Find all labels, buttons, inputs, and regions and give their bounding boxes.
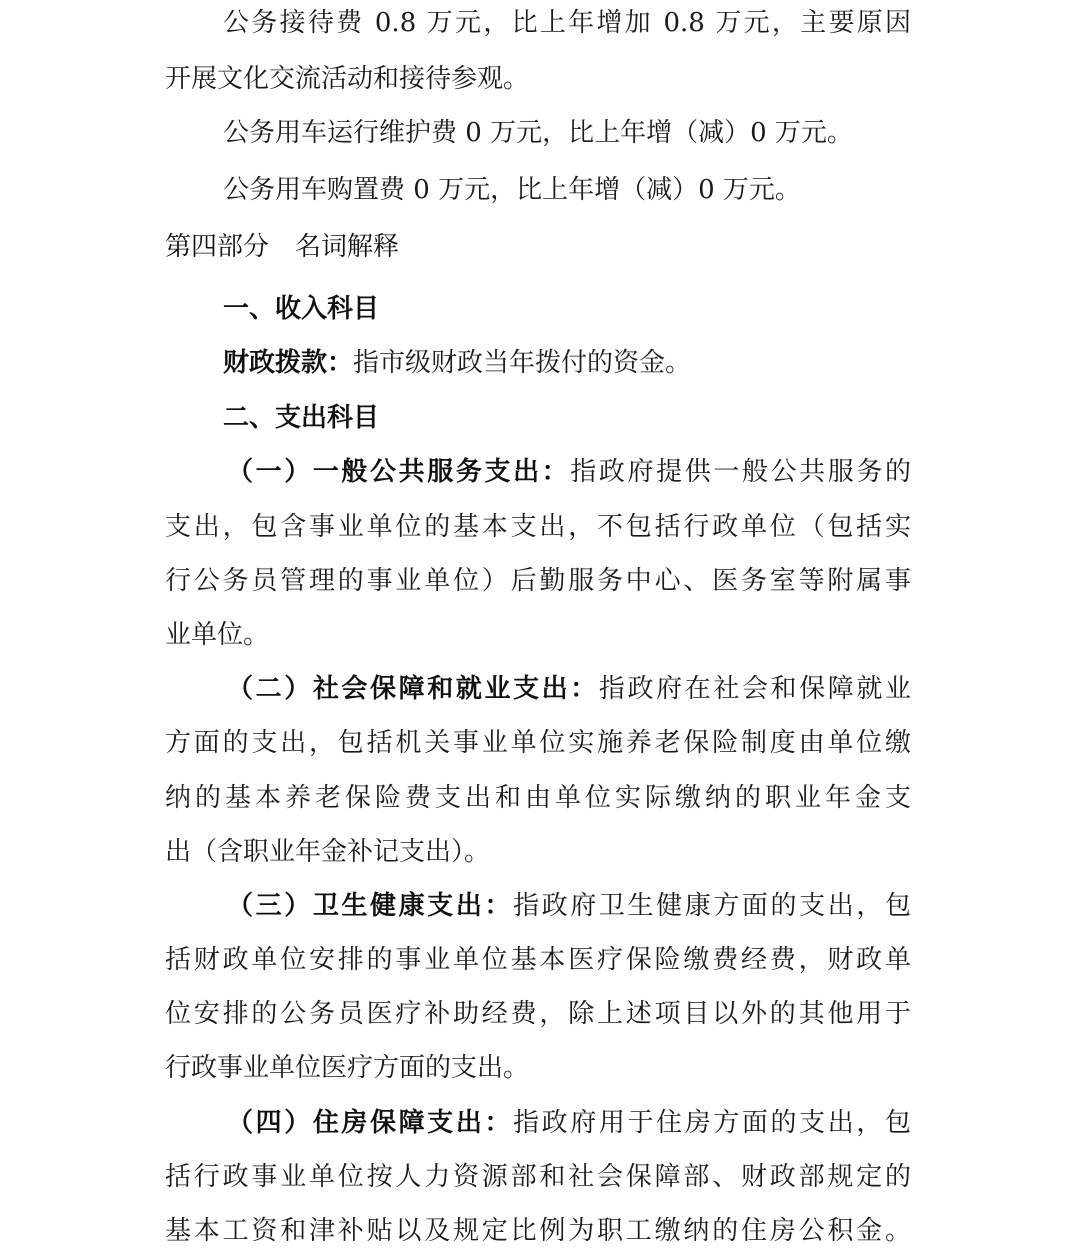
housing-text: 指政府用于住房方面的支出，包 — [513, 1108, 911, 1138]
general-public-service-line-2: 支出，包含事业单位的基本支出，不包括行政单位（包括实 — [165, 512, 911, 542]
vehicle-purchase-line: 公务用车购置费 0 万元，比上年增（减）0 万元。 — [223, 175, 801, 205]
social-security-line-3: 纳的基本养老保险费支出和由单位实际缴纳的职业年金支 — [165, 783, 911, 813]
housing-line-1 — [227, 1103, 911, 1143]
health-line-1 — [227, 886, 911, 926]
social-security-text: 指政府在社会和保障就业 — [598, 674, 911, 704]
housing-line-3: 基本工资和津补贴以及规定比例为职工缴纳的住房公积金。 — [165, 1216, 911, 1246]
fiscal-allocation-definition — [223, 343, 911, 383]
reception-expense-line-2: 开展文化交流活动和接待参观。 — [165, 64, 530, 94]
health-text: 指政府卫生健康方面的支出，包 — [513, 891, 911, 921]
housing-term: （四）住房保障支出： — [227, 1108, 514, 1138]
housing-line-2: 括行政事业单位按人力资源部和社会保障部、财政部规定的 — [165, 1162, 911, 1192]
health-term: （三）卫生健康支出： — [227, 891, 514, 921]
health-line-3: 位安排的公务员医疗补助经费，除上述项目以外的其他用于 — [165, 999, 911, 1029]
social-security-line-2: 方面的支出，包括机关事业单位实施养老保险制度由单位缴 — [165, 728, 911, 758]
health-line-4: 行政事业单位医疗方面的支出。 — [165, 1053, 530, 1083]
health-line-2: 括财政单位安排的事业单位基本医疗保险缴费经费，财政单 — [165, 945, 911, 975]
general-public-service-text: 指政府提供一般公共服务的 — [570, 457, 911, 487]
vehicle-maintenance-line: 公务用车运行维护费 0 万元，比上年增（减）0 万元。 — [223, 118, 853, 148]
general-public-service-term: （一）一般公共服务支出： — [227, 457, 571, 487]
general-public-service-line-1 — [227, 452, 911, 492]
income-heading: 一、收入科目 — [223, 294, 380, 324]
fiscal-allocation-term: 财政拨款： — [223, 348, 354, 378]
part4-heading: 第四部分 名词解释 — [165, 232, 400, 262]
expenditure-heading: 二、支出科目 — [223, 403, 380, 433]
general-public-service-line-4: 业单位。 — [165, 620, 270, 650]
fiscal-allocation-text: 指市级财政当年拨付的资金。 — [353, 348, 692, 378]
general-public-service-line-3: 行公务员管理的事业单位）后勤服务中心、医务室等附属事 — [165, 566, 911, 596]
social-security-line-1 — [227, 669, 911, 709]
reception-expense-line-1: 公务接待费 0.8 万元，比上年增加 0.8 万元，主要原因 — [223, 8, 911, 38]
social-security-term: （二）社会保障和就业支出： — [227, 674, 599, 704]
social-security-line-4: 出（含职业年金补记支出）。 — [165, 837, 491, 867]
